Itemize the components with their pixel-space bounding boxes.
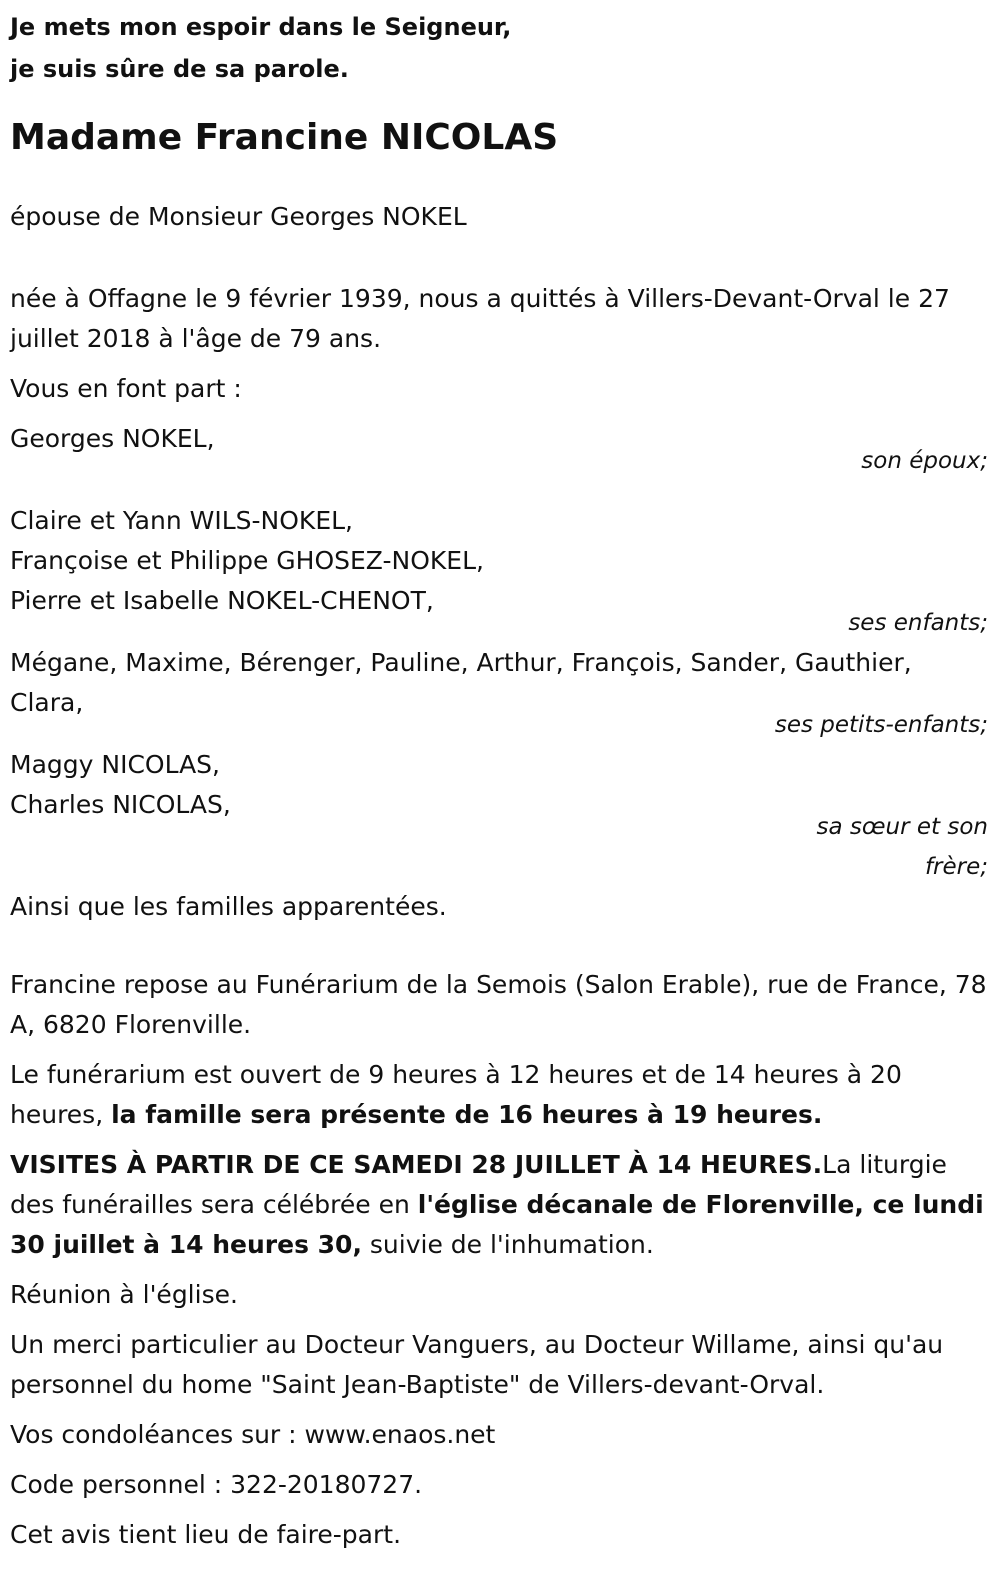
sibling-name: Maggy NICOLAS, xyxy=(10,750,220,779)
siblings-role-line-1: sa sœur et son xyxy=(816,814,988,840)
visits-text: VISITES À PARTIR DE CE SAMEDI 28 JUILLET À 14 HEURES. xyxy=(10,1150,823,1179)
liturgy-text: La liturgie des funérailles sera célébrée en xyxy=(10,1150,947,1219)
deceased-name: Madame Francine NICOLAS xyxy=(10,117,559,158)
siblings-group xyxy=(10,745,988,887)
meeting-text: Réunion à l'église. xyxy=(10,1280,238,1309)
spouse-group xyxy=(10,419,988,481)
condolences-text: Vos condoléances sur : www.enaos.net xyxy=(10,1420,496,1449)
spouse-line: épouse de Monsieur Georges NOKEL xyxy=(10,202,467,231)
child-name: Pierre et Isabelle NOKEL-CHENOT, xyxy=(10,586,434,615)
burial-text: suivie de l'inhumation. xyxy=(361,1230,654,1259)
grandchildren-names: Mégane, Maxime, Bérenger, Pauline, Arthur, François, Sander, Gauthier, Clara, xyxy=(10,648,912,717)
spouse-name: Georges NOKEL, xyxy=(10,424,215,453)
children-role: ses enfants; xyxy=(848,610,988,636)
announcement-intro: Vous en font part : xyxy=(10,374,242,403)
siblings-role-line-2: frère; xyxy=(924,854,988,880)
child-name: Françoise et Philippe GHOSEZ-NOKEL, xyxy=(10,546,484,575)
families-closing: Ainsi que les familles apparentées. xyxy=(10,892,447,921)
funerarium-hours xyxy=(10,1055,988,1135)
hours-text: Le funérarium est ouvert de 9 heures à 12 heures et de 14 heures à 20 heures, xyxy=(10,1060,902,1129)
grandchildren-role: ses petits-enfants; xyxy=(774,712,988,738)
notice-text: Cet avis tient lieu de faire-part. xyxy=(10,1520,402,1549)
rest-place-text: Francine repose au Funérarium de la Semois (Salon Erable), rue de France, 78 A, 6820 Florenville. xyxy=(10,970,987,1039)
visits-liturgy xyxy=(10,1145,988,1265)
children-group xyxy=(10,501,988,643)
birth-death-text: née à Offagne le 9 février 1939, nous a quittés à Villers-Devant-Orval le 27 juillet 2018 à l'âge de 79 ans. xyxy=(10,284,950,353)
church-text: l'église décanale de Florenville, ce lundi 30 juillet à 14 heures 30, xyxy=(10,1190,984,1259)
verse-line-2: je suis sûre de sa parole. xyxy=(10,55,349,83)
obituary-notice xyxy=(10,0,988,1555)
family-presence-text: la famille sera présente de 16 heures à 19 heures. xyxy=(111,1100,823,1129)
spouse-role: son époux; xyxy=(861,448,988,474)
sibling-name: Charles NICOLAS, xyxy=(10,790,231,819)
verse-line-1: Je mets mon espoir dans le Seigneur, xyxy=(10,13,512,41)
personal-code-text: Code personnel : 322-20180727. xyxy=(10,1470,423,1499)
grandchildren-group xyxy=(10,643,988,745)
child-name: Claire et Yann WILS-NOKEL, xyxy=(10,506,353,535)
thanks-text: Un merci particulier au Docteur Vanguers, au Docteur Willame, ainsi qu'au personnel du home "Saint Jean-Baptiste" de Villers-devant-Orval. xyxy=(10,1330,944,1399)
